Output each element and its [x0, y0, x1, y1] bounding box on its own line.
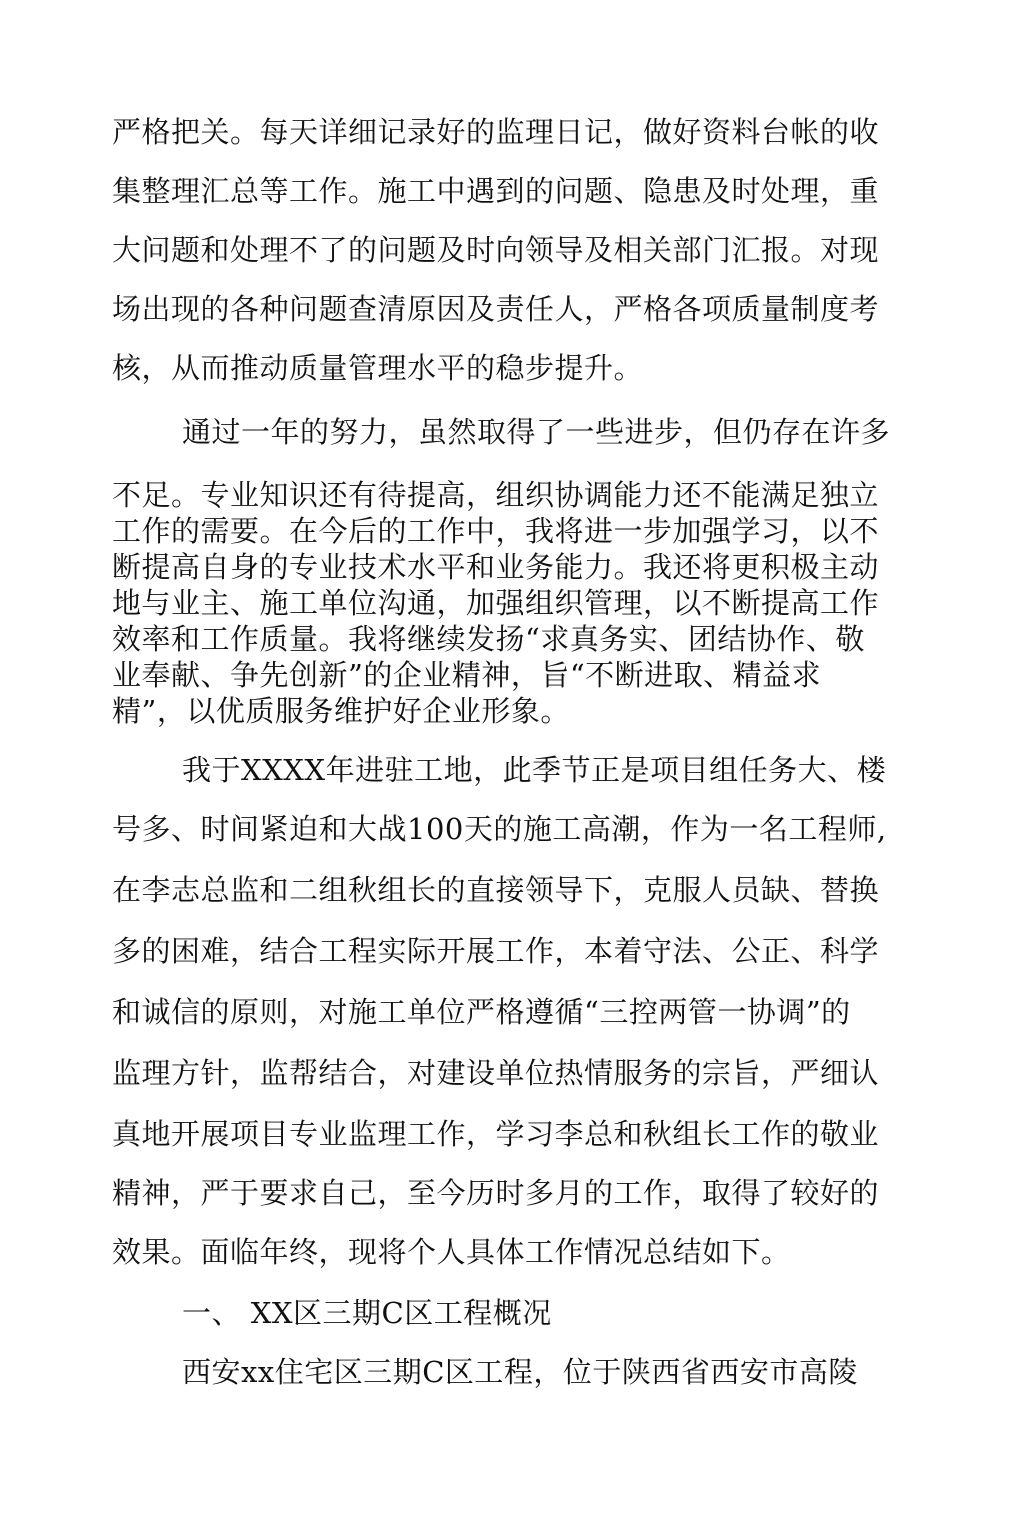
- text-line: 集整理汇总等工作。施工中遇到的问题、隐患及时处理，重: [112, 174, 880, 208]
- text-line: 在李志总监和二组秋组长的直接领导下，克服人员缺、替换: [112, 873, 880, 907]
- text-line: 核，从而推动质量管理水平的稳步提升。: [112, 351, 644, 385]
- paragraph-start-line: 通过一年的努力，虽然取得了一些进步，但仍存在许多: [182, 415, 891, 449]
- paragraph-start-line: 我于XXXX年进驻工地，此季节正是项目组任务大、楼: [182, 753, 887, 787]
- text-line: 真地开展项目专业监理工作，学习李总和秋组长工作的敬业: [112, 1117, 880, 1151]
- text-line: 多的困难，结合工程实际开展工作，本着守法、公正、科学: [112, 934, 880, 968]
- text-line: 和诚信的原则，对施工单位严格遵循“三控两管一协调”的: [112, 995, 851, 1029]
- text-line: 断提高自身的专业技术水平和业务能力。我还将更积极主动: [112, 550, 880, 584]
- text-line: 业奉献、争先创新”的企业精神，旨“不断进取、精益求: [112, 658, 822, 692]
- text-line: 地与业主、施工单位沟通，加强组织管理，以不断提高工作: [112, 586, 880, 620]
- text-line: 大问题和处理不了的问题及时向领导及相关部门汇报。对现: [112, 233, 880, 267]
- section-heading: 一、 XX区三期C区工程概况: [182, 1296, 552, 1330]
- text-line: 严格把关。每天详细记录好的监理日记，做好资料台帐的收: [112, 115, 880, 149]
- text-line: 工作的需要。在今后的工作中，我将进一步加强学习，以不: [112, 514, 880, 548]
- text-line: 精”，以优质服务维护好企业形象。: [112, 694, 570, 728]
- text-line: 不足。专业知识还有待提高，组织协调能力还不能满足独立: [112, 478, 880, 512]
- text-line: 精神，严于要求自己，至今历时多月的工作，取得了较好的: [112, 1176, 880, 1210]
- text-line: 监理方针，监帮结合，对建设单位热情服务的宗旨，严细认: [112, 1056, 880, 1090]
- text-line: 号多、时间紧迫和大战100天的施工高潮，作为一名工程师,: [112, 812, 887, 846]
- paragraph-start-line: 西安xx住宅区三期C区工程，位于陕西省西安市高陵: [182, 1355, 858, 1389]
- text-line: 效果。面临年终，现将个人具体工作情况总结如下。: [112, 1235, 791, 1269]
- text-line: 效率和工作质量。我将继续发扬“求真务实、团结协作、敬: [112, 622, 865, 656]
- text-line: 场出现的各种问题查清原因及责任人，严格各项质量制度考: [112, 292, 880, 326]
